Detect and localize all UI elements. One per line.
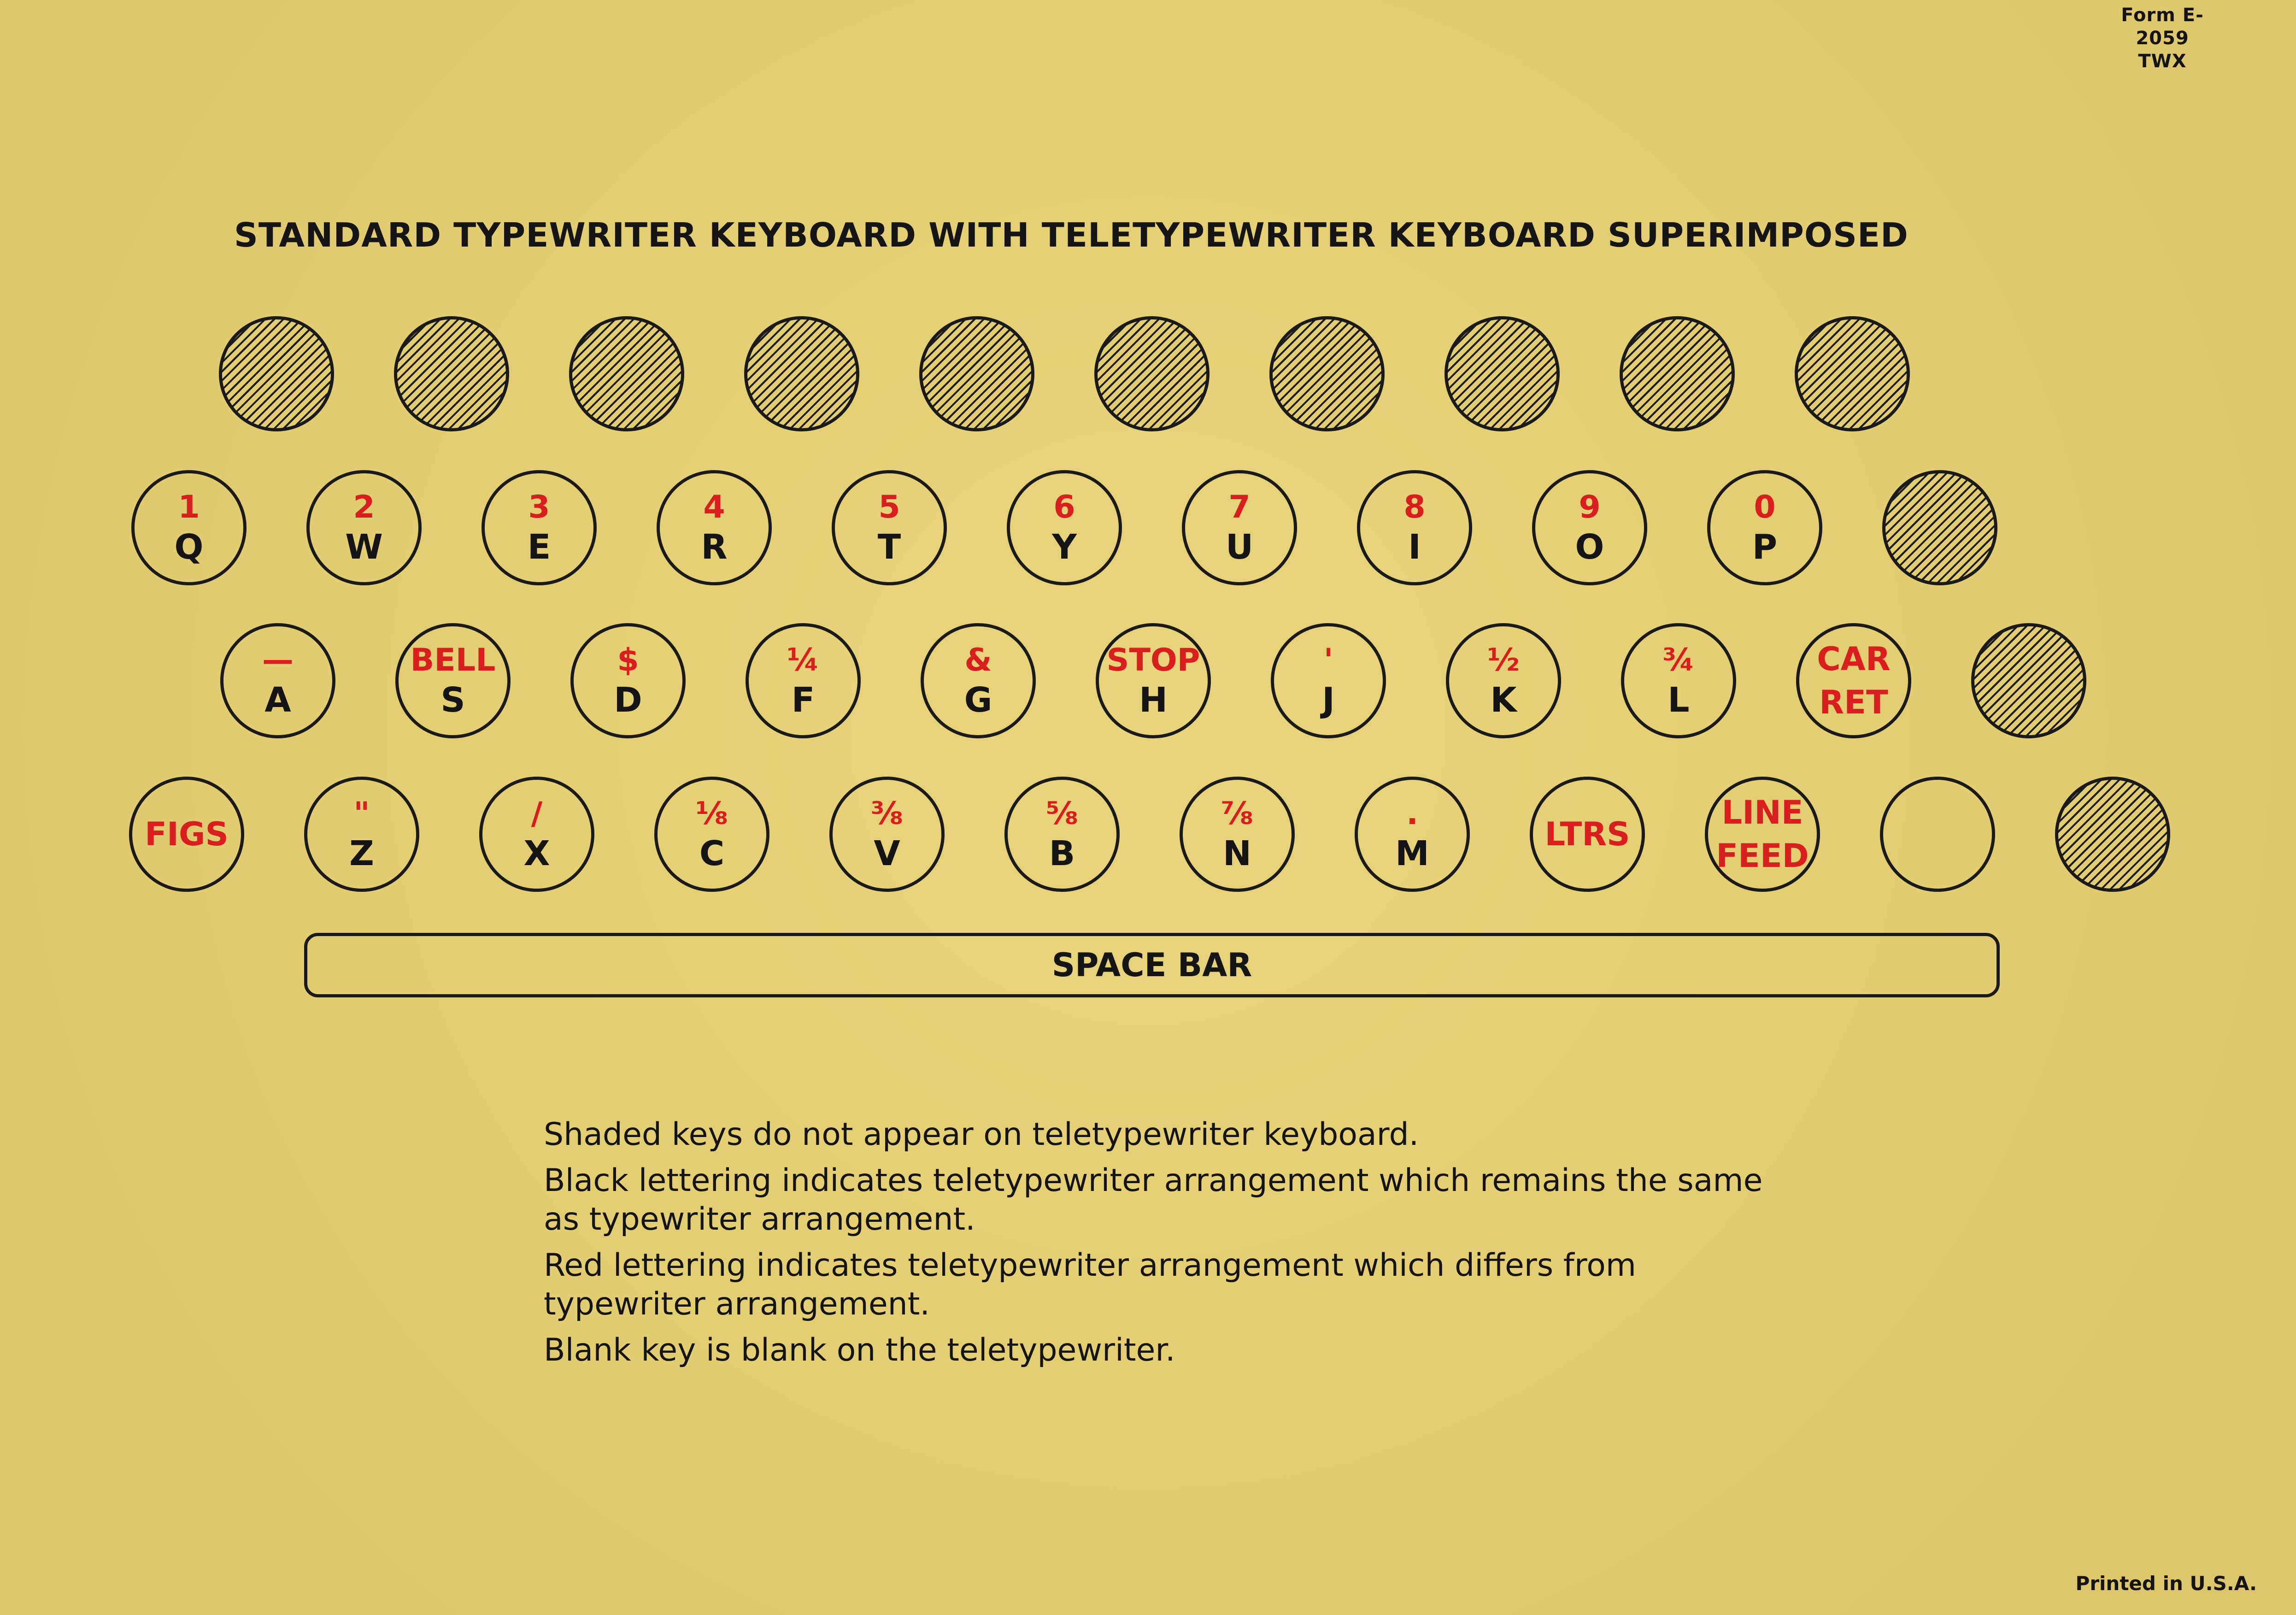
key-l — [1621, 623, 1736, 738]
function-legend: FIGS — [145, 815, 229, 853]
shaded-key — [744, 316, 859, 431]
function-legend: CAR RET — [1817, 640, 1891, 721]
function-legend: LINE FEED — [1716, 794, 1809, 875]
key-d — [570, 623, 686, 738]
figure-legend: / — [531, 796, 543, 832]
space-bar-label: SPACE BAR — [1051, 946, 1252, 984]
note-black-lettering: Black lettering indicates teletypewriter arrangement which remains the same as typewriter arrangement. — [544, 1162, 1763, 1238]
letter-legend: T — [877, 527, 901, 567]
key-h — [1096, 623, 1211, 738]
legend-notes — [544, 1115, 1769, 1377]
figure-legend: BELL — [410, 642, 496, 678]
key-b — [1004, 777, 1120, 892]
key-a — [220, 623, 335, 738]
key-s — [395, 623, 511, 738]
letter-legend: J — [1322, 680, 1335, 720]
key-f — [746, 623, 861, 738]
key-c — [654, 777, 769, 892]
key-z — [304, 777, 419, 892]
shaded-key — [1269, 316, 1385, 431]
letter-legend: S — [440, 680, 465, 720]
letter-legend: R — [701, 527, 728, 567]
figure-legend: ¼ — [787, 642, 820, 678]
figure-legend: 1 — [178, 489, 200, 525]
letter-legend: V — [874, 834, 900, 873]
letter-legend: K — [1490, 680, 1517, 720]
figure-legend: . — [1406, 796, 1418, 832]
figure-legend: ⅜ — [870, 796, 904, 832]
key-p — [1707, 470, 1822, 585]
shaded-key — [569, 316, 684, 431]
letter-legend: F — [791, 680, 815, 720]
shaded-key — [1620, 316, 1735, 431]
letter-legend: Y — [1052, 527, 1077, 567]
figure-legend: ¾ — [1662, 642, 1695, 678]
letter-legend: B — [1049, 834, 1075, 873]
figure-legend: 9 — [1579, 489, 1601, 525]
shaded-key — [1795, 316, 1910, 431]
figure-legend: 5 — [878, 489, 900, 525]
shaded-key — [919, 316, 1034, 431]
form-number: Form E-2059 — [2121, 5, 2204, 49]
letter-legend: G — [964, 680, 992, 720]
letter-legend: C — [699, 834, 725, 873]
key-y — [1007, 470, 1122, 585]
figure-legend: 6 — [1053, 489, 1075, 525]
figure-legend: STOP — [1106, 642, 1200, 678]
printed-in-footer: Printed in U.S.A. — [2075, 1572, 2257, 1595]
blank-key — [1880, 777, 1995, 892]
form-id — [2102, 4, 2222, 73]
letter-legend: D — [614, 680, 642, 720]
key-r — [657, 470, 772, 585]
figure-legend: 7 — [1228, 489, 1251, 525]
key-car-ret — [1796, 623, 1911, 738]
note-shaded-keys: Shaded keys do not appear on teletypewriter keyboard. — [544, 1116, 1419, 1153]
key-m — [1355, 777, 1470, 892]
figure-legend: 8 — [1403, 489, 1426, 525]
letter-legend: E — [527, 527, 551, 567]
figure-legend: " — [353, 796, 370, 832]
figure-legend: 4 — [703, 489, 725, 525]
figure-legend: ⅞ — [1221, 796, 1254, 832]
figure-legend: 3 — [528, 489, 550, 525]
key-t — [832, 470, 947, 585]
key-o — [1532, 470, 1647, 585]
page-title: STANDARD TYPEWRITER KEYBOARD WITH TELETYPEWRITER KEYBOARD SUPERIMPOSED — [234, 216, 1908, 254]
letter-legend: X — [523, 834, 550, 873]
key-k — [1446, 623, 1561, 738]
key-n — [1180, 777, 1295, 892]
letter-legend: M — [1395, 834, 1429, 873]
figure-legend: ⅝ — [1045, 796, 1079, 832]
key-i — [1357, 470, 1472, 585]
shaded-key — [219, 316, 334, 431]
figure-legend: ' — [1323, 642, 1333, 678]
shaded-key — [1882, 470, 1997, 585]
figure-legend: & — [964, 642, 992, 678]
letter-legend: O — [1575, 527, 1604, 567]
shaded-key — [394, 316, 509, 431]
key-u — [1182, 470, 1297, 585]
shaded-key — [2055, 777, 2170, 892]
letter-legend: N — [1223, 834, 1251, 873]
figure-legend: ½ — [1487, 642, 1520, 678]
letter-legend: L — [1668, 680, 1690, 720]
shaded-key — [1445, 316, 1560, 431]
letter-legend: U — [1225, 527, 1254, 567]
figure-legend: ⅛ — [695, 796, 728, 832]
function-legend: LTRS — [1544, 815, 1630, 853]
key-w — [306, 470, 422, 585]
form-code: TWX — [2138, 51, 2187, 72]
letter-legend: Z — [349, 834, 374, 873]
letter-legend: A — [264, 680, 291, 720]
key-x — [479, 777, 594, 892]
key-e — [482, 470, 597, 585]
key-j — [1271, 623, 1386, 738]
key-ltrs — [1530, 777, 1645, 892]
shaded-key — [1971, 623, 2086, 738]
space-bar — [304, 933, 2000, 997]
shaded-key — [1094, 316, 1210, 431]
key-line-feed — [1705, 777, 1820, 892]
figure-legend: 2 — [353, 489, 375, 525]
letter-legend: P — [1752, 527, 1778, 567]
letter-legend: Q — [174, 527, 204, 567]
key-figs — [129, 777, 244, 892]
note-red-lettering: Red lettering indicates teletypewriter arrangement which differs from typewriter arrangement. — [544, 1247, 1637, 1322]
key-g — [921, 623, 1036, 738]
key-v — [829, 777, 945, 892]
figure-legend: $ — [617, 642, 639, 678]
figure-legend: — — [262, 642, 294, 678]
figure-legend: 0 — [1754, 489, 1776, 525]
key-q — [131, 470, 247, 585]
letter-legend: W — [345, 527, 383, 567]
note-blank-key: Blank key is blank on the teletypewriter. — [544, 1332, 1175, 1368]
letter-legend: I — [1408, 527, 1421, 567]
letter-legend: H — [1139, 680, 1168, 720]
